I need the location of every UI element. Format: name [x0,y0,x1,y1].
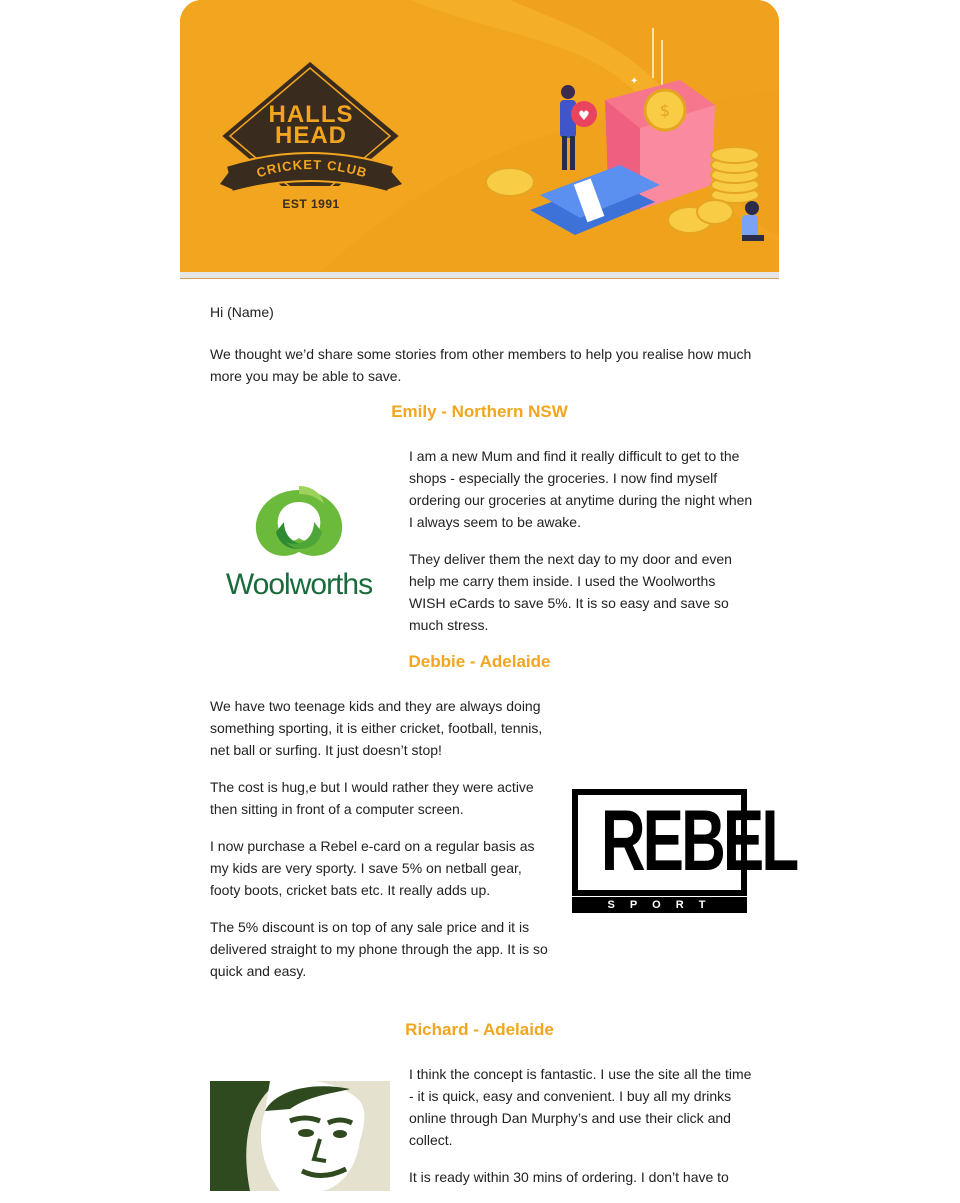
story-text-debbie [210,695,555,997]
woolworths-icon [224,482,374,562]
story-paragraph: The 5% discount is on top of any sale price and it is delivered straight to my phone through the app. It is so quick and easy. [210,919,548,979]
club-logo-arc [218,58,404,218]
story-heading-richard: Richard - Adelaide [405,1020,554,1039]
woolworths-logo-text: Woolworths [225,568,373,601]
story-text-emily [409,445,754,651]
story-paragraph: The cost is hug,e but I would rather they were active then sitting in front of a computer screen. [210,779,534,817]
club-logo-line2: HEAD [274,122,347,149]
banner-divider [180,272,779,279]
story-paragraph: We have two teenage kids and they are always doing something sporting, it is either cricket, football, tennis, net ball or surfing. It just doesn’t stop! [210,698,543,758]
club-logo-line1: HALLS [268,101,354,128]
story-paragraph: I think the concept is fantastic. I use the site all the time - it is quick, easy and convenient. I buy all my drinks online through Dan Murphy’s and use their click and collect. [409,1066,752,1148]
dan-murphys-logo [210,1081,390,1191]
intro-paragraph: We thought we’d share some stories from other members to help you realise how much more you may be able to save. [210,346,752,384]
woolworths-logo [224,482,374,612]
club-logo-est: EST 1991 [282,197,340,211]
story-heading-debbie: Debbie - Adelaide [408,652,551,671]
dan-murphys-face-icon [210,1081,390,1191]
email [180,0,797,1185]
rebel-logo-sport: S P O R T [572,897,747,913]
rebel-logo-text: REBEL [600,793,797,889]
rebel-sport-logo [572,789,797,913]
story-paragraph: They deliver them the next day to my door and even help me carry them inside. I used the Woolworths WISH eCards to save 5%. It is so easy and save so much stress. [409,551,732,633]
story-paragraph: It is ready within 30 mins of ordering. I don’t have to [409,1169,729,1185]
story-paragraph: I am a new Mum and find it really difficult to get to the shops - especially the groceries. I now find myself ordering our groceries at anytime during the night when I always seem to be awake. [409,448,753,530]
svg-text:✦: ✦ [630,76,639,87]
svg-text:$: $ [659,101,671,120]
story-paragraph: I now purchase a Rebel e-card on a regular basis as my kids are very sporty. I save 5% on netball gear, footy boots, cricket bats etc. It really adds up. [210,838,535,898]
greeting: Hi (Name) [210,304,274,320]
donation-illustration [480,20,770,255]
club-logo-arc-text: CRICKET CLUB [254,156,370,181]
story-heading-emily: Emily - Northern NSW [391,402,568,421]
svg-text:♥: ♥ [578,109,590,124]
story-text-richard [409,1063,754,1203]
club-logo [218,58,404,218]
svg-text:CRICKET CLUB [255,157,370,181]
header-banner [180,0,779,272]
